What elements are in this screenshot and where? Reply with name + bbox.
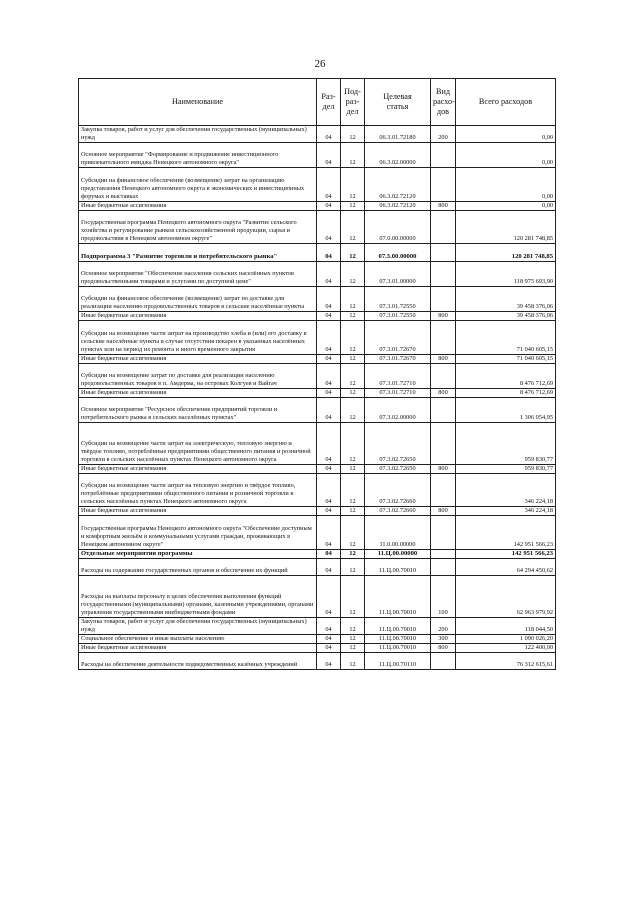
cell-razdel: 04 xyxy=(317,643,341,652)
cell-sum: 64 294 450,62 xyxy=(456,558,556,575)
cell-sum: 142 951 566,23 xyxy=(456,549,556,558)
table-row xyxy=(79,549,556,558)
cell-razdel: 04 xyxy=(317,634,341,643)
table-row xyxy=(79,244,556,261)
cell-podrazdel: 12 xyxy=(341,398,365,423)
table-row xyxy=(79,363,556,388)
table-row xyxy=(79,389,556,398)
cell-tselevaya: 11.Ц.00.70110 xyxy=(365,653,431,670)
cell-sum: 0,00 xyxy=(456,201,556,210)
cell-sum: 0,00 xyxy=(456,168,556,201)
cell-podrazdel: 12 xyxy=(341,143,365,168)
table-row xyxy=(79,143,556,168)
page-number: 26 xyxy=(314,58,326,70)
cell-tselevaya: 11.Ц.00.70010 xyxy=(365,558,431,575)
cell-vid xyxy=(431,210,456,243)
cell-name: Субсидии на возмещение части затрат на электрическую, тепловую энергию и твёрдое топливо, потреблённые предприятиями общественного питания и розничной торговли в сельских населённых пунктах Ненецкого автономного округа xyxy=(79,423,317,465)
cell-name: Расходы на выплаты персоналу в целях обеспечения выполнения функций государственными (муниципальными) органами, казенными учреждениями, органами управления государственными внебюджетными фондами xyxy=(79,576,317,618)
cell-vid: 800 xyxy=(431,389,456,398)
cell-sum: 120 281 748,85 xyxy=(456,210,556,243)
cell-podrazdel: 12 xyxy=(341,653,365,670)
cell-sum: 62 963 979,92 xyxy=(456,576,556,618)
cell-podrazdel: 12 xyxy=(341,507,365,516)
cell-tselevaya: 07.3.01.00000 xyxy=(365,261,431,286)
cell-podrazdel: 12 xyxy=(341,244,365,261)
table-row xyxy=(79,617,556,634)
cell-name: Государственная программа Ненецкого автономного округа "Развитие сельского хозяйства и регулирование рынков сельскохозяйственной продукции, сырья и продовольствия в Ненецком автономном округе" xyxy=(79,210,317,243)
cell-sum: 8 476 712,69 xyxy=(456,389,556,398)
cell-tselevaya: 11.Ц.00.70010 xyxy=(365,643,431,652)
header-vid: Вид расхо- дов xyxy=(431,79,456,126)
cell-sum: 959 830,77 xyxy=(456,423,556,465)
cell-podrazdel: 12 xyxy=(341,549,365,558)
cell-podrazdel: 12 xyxy=(341,423,365,465)
cell-razdel: 04 xyxy=(317,126,341,143)
cell-vid xyxy=(431,244,456,261)
cell-podrazdel: 12 xyxy=(341,643,365,652)
cell-vid xyxy=(431,549,456,558)
cell-vid: 800 xyxy=(431,312,456,321)
cell-razdel: 04 xyxy=(317,201,341,210)
cell-vid: 800 xyxy=(431,354,456,363)
cell-podrazdel: 12 xyxy=(341,617,365,634)
cell-sum: 1 090 026,20 xyxy=(456,634,556,643)
cell-tselevaya: 07.3.01.72670 xyxy=(365,354,431,363)
header-podrazdel: Под- раз- дел xyxy=(341,79,365,126)
table-row xyxy=(79,201,556,210)
cell-name: Расходы на обеспечение деятельности подведомственных казённых учреждений xyxy=(79,653,317,670)
cell-name: Иные бюджетные ассигнования xyxy=(79,201,317,210)
cell-name: Иные бюджетные ассигнования xyxy=(79,354,317,363)
cell-name: Основное мероприятие "Формирование и продвижение инвестиционного привлекательного имиджа Ненецкого автономного округа" xyxy=(79,143,317,168)
cell-podrazdel: 12 xyxy=(341,201,365,210)
table-row xyxy=(79,398,556,423)
cell-sum: 39 458 376,06 xyxy=(456,286,556,311)
cell-tselevaya: 07.0.00.00000 xyxy=(365,210,431,243)
cell-razdel: 04 xyxy=(317,617,341,634)
cell-podrazdel: 12 xyxy=(341,474,365,507)
cell-vid: 200 xyxy=(431,617,456,634)
cell-vid: 800 xyxy=(431,201,456,210)
cell-sum: 1 306 054,95 xyxy=(456,398,556,423)
header-vsego: Всего расходов xyxy=(456,79,556,126)
cell-tselevaya: 07.3.01.72710 xyxy=(365,389,431,398)
cell-razdel: 04 xyxy=(317,168,341,201)
table-row xyxy=(79,507,556,516)
cell-podrazdel: 12 xyxy=(341,464,365,473)
table-row xyxy=(79,210,556,243)
cell-name: Иные бюджетные ассигнования xyxy=(79,389,317,398)
table-row xyxy=(79,423,556,465)
cell-vid xyxy=(431,261,456,286)
cell-sum: 959 830,77 xyxy=(456,464,556,473)
cell-name: Отдельные мероприятия программы xyxy=(79,549,317,558)
cell-vid: 200 xyxy=(431,126,456,143)
cell-razdel: 04 xyxy=(317,507,341,516)
cell-podrazdel: 12 xyxy=(341,634,365,643)
cell-tselevaya: 11.0.00.00000 xyxy=(365,516,431,549)
table-row xyxy=(79,516,556,549)
table-row xyxy=(79,634,556,643)
cell-tselevaya: 11.Ц.00.70010 xyxy=(365,617,431,634)
cell-name: Субсидии на возмещение части затрат на производство хлеба и (или) его доставку в сельские населённые пункты в случае отсутствия пекарен в указанных населённых пунктах или на период их ремонта и иного временного закрытия xyxy=(79,321,317,354)
cell-razdel: 04 xyxy=(317,261,341,286)
table-row xyxy=(79,474,556,507)
cell-razdel: 04 xyxy=(317,474,341,507)
cell-razdel: 04 xyxy=(317,516,341,549)
cell-name: Закупка товаров, работ и услуг для обеспечения государственных (муниципальных) нужд xyxy=(79,617,317,634)
cell-razdel: 04 xyxy=(317,558,341,575)
cell-name: Субсидии на финансовое обеспечение (возмещение) затрат на организацию представления Ненецкого автономного округа в экономических и инвестиционных форумах и выставках xyxy=(79,168,317,201)
cell-sum: 346 224,18 xyxy=(456,474,556,507)
header-name: Наименование xyxy=(79,79,317,126)
cell-razdel: 04 xyxy=(317,389,341,398)
table-row xyxy=(79,261,556,286)
cell-sum: 71 040 605,15 xyxy=(456,321,556,354)
cell-tselevaya: 07.3.00.00000 xyxy=(365,244,431,261)
cell-sum: 346 224,18 xyxy=(456,507,556,516)
cell-name: Государственная программа Ненецкого автономного округа "Обеспечение доступным и комфортным жильём и коммунальными услугами граждан, проживающих в Ненецком автономном округе" xyxy=(79,516,317,549)
cell-sum: 0,00 xyxy=(456,143,556,168)
cell-razdel: 04 xyxy=(317,464,341,473)
cell-vid: 800 xyxy=(431,464,456,473)
cell-sum: 118 044,50 xyxy=(456,617,556,634)
cell-podrazdel: 12 xyxy=(341,363,365,388)
cell-tselevaya: 07.3.02.72660 xyxy=(365,507,431,516)
cell-razdel: 04 xyxy=(317,286,341,311)
cell-vid: 300 xyxy=(431,634,456,643)
cell-podrazdel: 12 xyxy=(341,168,365,201)
table-header-row xyxy=(79,79,556,126)
cell-podrazdel: 12 xyxy=(341,312,365,321)
cell-podrazdel: 12 xyxy=(341,516,365,549)
table-row xyxy=(79,168,556,201)
cell-podrazdel: 12 xyxy=(341,321,365,354)
cell-vid xyxy=(431,516,456,549)
cell-tselevaya: 07.3.01.72670 xyxy=(365,321,431,354)
cell-vid xyxy=(431,558,456,575)
cell-tselevaya: 07.3.02.72660 xyxy=(365,474,431,507)
cell-name: Иные бюджетные ассигнования xyxy=(79,464,317,473)
cell-vid xyxy=(431,168,456,201)
expenses-table xyxy=(78,78,556,670)
cell-razdel: 04 xyxy=(317,423,341,465)
cell-tselevaya: 06.3.02.72120 xyxy=(365,201,431,210)
cell-sum: 39 458 376,06 xyxy=(456,312,556,321)
cell-tselevaya: 11.Ц.00.00000 xyxy=(365,549,431,558)
cell-name: Иные бюджетные ассигнования xyxy=(79,507,317,516)
table-row xyxy=(79,354,556,363)
cell-razdel: 04 xyxy=(317,312,341,321)
table-row xyxy=(79,643,556,652)
cell-vid xyxy=(431,474,456,507)
cell-sum: 71 040 605,15 xyxy=(456,354,556,363)
cell-razdel: 04 xyxy=(317,354,341,363)
cell-tselevaya: 11.Ц.00.70010 xyxy=(365,576,431,618)
cell-podrazdel: 12 xyxy=(341,558,365,575)
cell-podrazdel: 12 xyxy=(341,261,365,286)
cell-name: Расходы на содержание государственных органов и обеспечение их функций xyxy=(79,558,317,575)
cell-razdel: 04 xyxy=(317,363,341,388)
cell-razdel: 04 xyxy=(317,210,341,243)
cell-podrazdel: 12 xyxy=(341,389,365,398)
cell-vid xyxy=(431,143,456,168)
cell-sum: 0,00 xyxy=(456,126,556,143)
cell-name: Подпрограмма 3 "Развитие торговли и потребительского рынка" xyxy=(79,244,317,261)
cell-podrazdel: 12 xyxy=(341,210,365,243)
header-tselevaya: Целевая статья xyxy=(365,79,431,126)
table-row xyxy=(79,653,556,670)
cell-vid xyxy=(431,653,456,670)
cell-podrazdel: 12 xyxy=(341,354,365,363)
cell-tselevaya: 07.3.02.00000 xyxy=(365,398,431,423)
cell-razdel: 04 xyxy=(317,321,341,354)
cell-vid xyxy=(431,363,456,388)
cell-name: Иные бюджетные ассигнования xyxy=(79,643,317,652)
cell-sum: 118 975 693,90 xyxy=(456,261,556,286)
cell-tselevaya: 07.3.02.72650 xyxy=(365,464,431,473)
cell-tselevaya: 07.3.01.72550 xyxy=(365,286,431,311)
cell-name: Субсидии на финансовое обеспечение (возмещение) затрат по доставке для реализации населению продовольственных товаров в сельские населённые пункты xyxy=(79,286,317,311)
cell-sum: 120 281 748,85 xyxy=(456,244,556,261)
cell-tselevaya: 07.3.01.72550 xyxy=(365,312,431,321)
cell-tselevaya: 07.3.01.72710 xyxy=(365,363,431,388)
cell-vid xyxy=(431,286,456,311)
cell-razdel: 04 xyxy=(317,143,341,168)
cell-vid xyxy=(431,321,456,354)
cell-name: Иные бюджетные ассигнования xyxy=(79,312,317,321)
cell-vid: 100 xyxy=(431,576,456,618)
cell-podrazdel: 12 xyxy=(341,286,365,311)
cell-sum: 122 400,00 xyxy=(456,643,556,652)
cell-razdel: 04 xyxy=(317,653,341,670)
cell-razdel: 04 xyxy=(317,549,341,558)
table-row xyxy=(79,558,556,575)
cell-tselevaya: 06.3.02.00000 xyxy=(365,143,431,168)
cell-tselevaya: 06.3.02.72120 xyxy=(365,168,431,201)
cell-tselevaya: 06.3.01.72180 xyxy=(365,126,431,143)
cell-sum: 142 951 566,23 xyxy=(456,516,556,549)
cell-podrazdel: 12 xyxy=(341,126,365,143)
cell-tselevaya: 11.Ц.00.70010 xyxy=(365,634,431,643)
cell-razdel: 04 xyxy=(317,244,341,261)
cell-name: Основное мероприятие "Ресурсное обеспечение предприятий торговли и потребительского рынка в сельских населённых пунктах" xyxy=(79,398,317,423)
cell-razdel: 04 xyxy=(317,398,341,423)
cell-razdel: 04 xyxy=(317,576,341,618)
cell-sum: 76 312 615,61 xyxy=(456,653,556,670)
table-row xyxy=(79,576,556,618)
table-row xyxy=(79,286,556,311)
cell-vid xyxy=(431,398,456,423)
cell-vid xyxy=(431,423,456,465)
cell-name: Основное мероприятие "Обеспечение населения сельских населённых пунктов продовольственными товарами и услугами по доступной цене" xyxy=(79,261,317,286)
cell-name: Закупка товаров, работ и услуг для обеспечения государственных (муниципальных) нужд xyxy=(79,126,317,143)
table-row xyxy=(79,126,556,143)
cell-vid: 800 xyxy=(431,507,456,516)
cell-name: Социальное обеспечение и иные выплаты населению xyxy=(79,634,317,643)
cell-vid: 800 xyxy=(431,643,456,652)
table-row xyxy=(79,464,556,473)
cell-name: Субсидии на возмещение части затрат на тепловую энергию и твёрдое топливо, потреблённые предприятиями общественного питания и розничной торговли в сельских населённых пунктах Ненецкого автономного округа xyxy=(79,474,317,507)
cell-name: Субсидии на возмещение затрат по доставке для реализации населению продовольственных товаров в п. Амдерма, на островах Колгуев и Вайгач xyxy=(79,363,317,388)
table-row xyxy=(79,312,556,321)
cell-tselevaya: 07.3.02.72650 xyxy=(365,423,431,465)
header-razdel: Раз- дел xyxy=(317,79,341,126)
table-row xyxy=(79,321,556,354)
cell-sum: 8 476 712,69 xyxy=(456,363,556,388)
table-body xyxy=(79,126,556,670)
cell-podrazdel: 12 xyxy=(341,576,365,618)
